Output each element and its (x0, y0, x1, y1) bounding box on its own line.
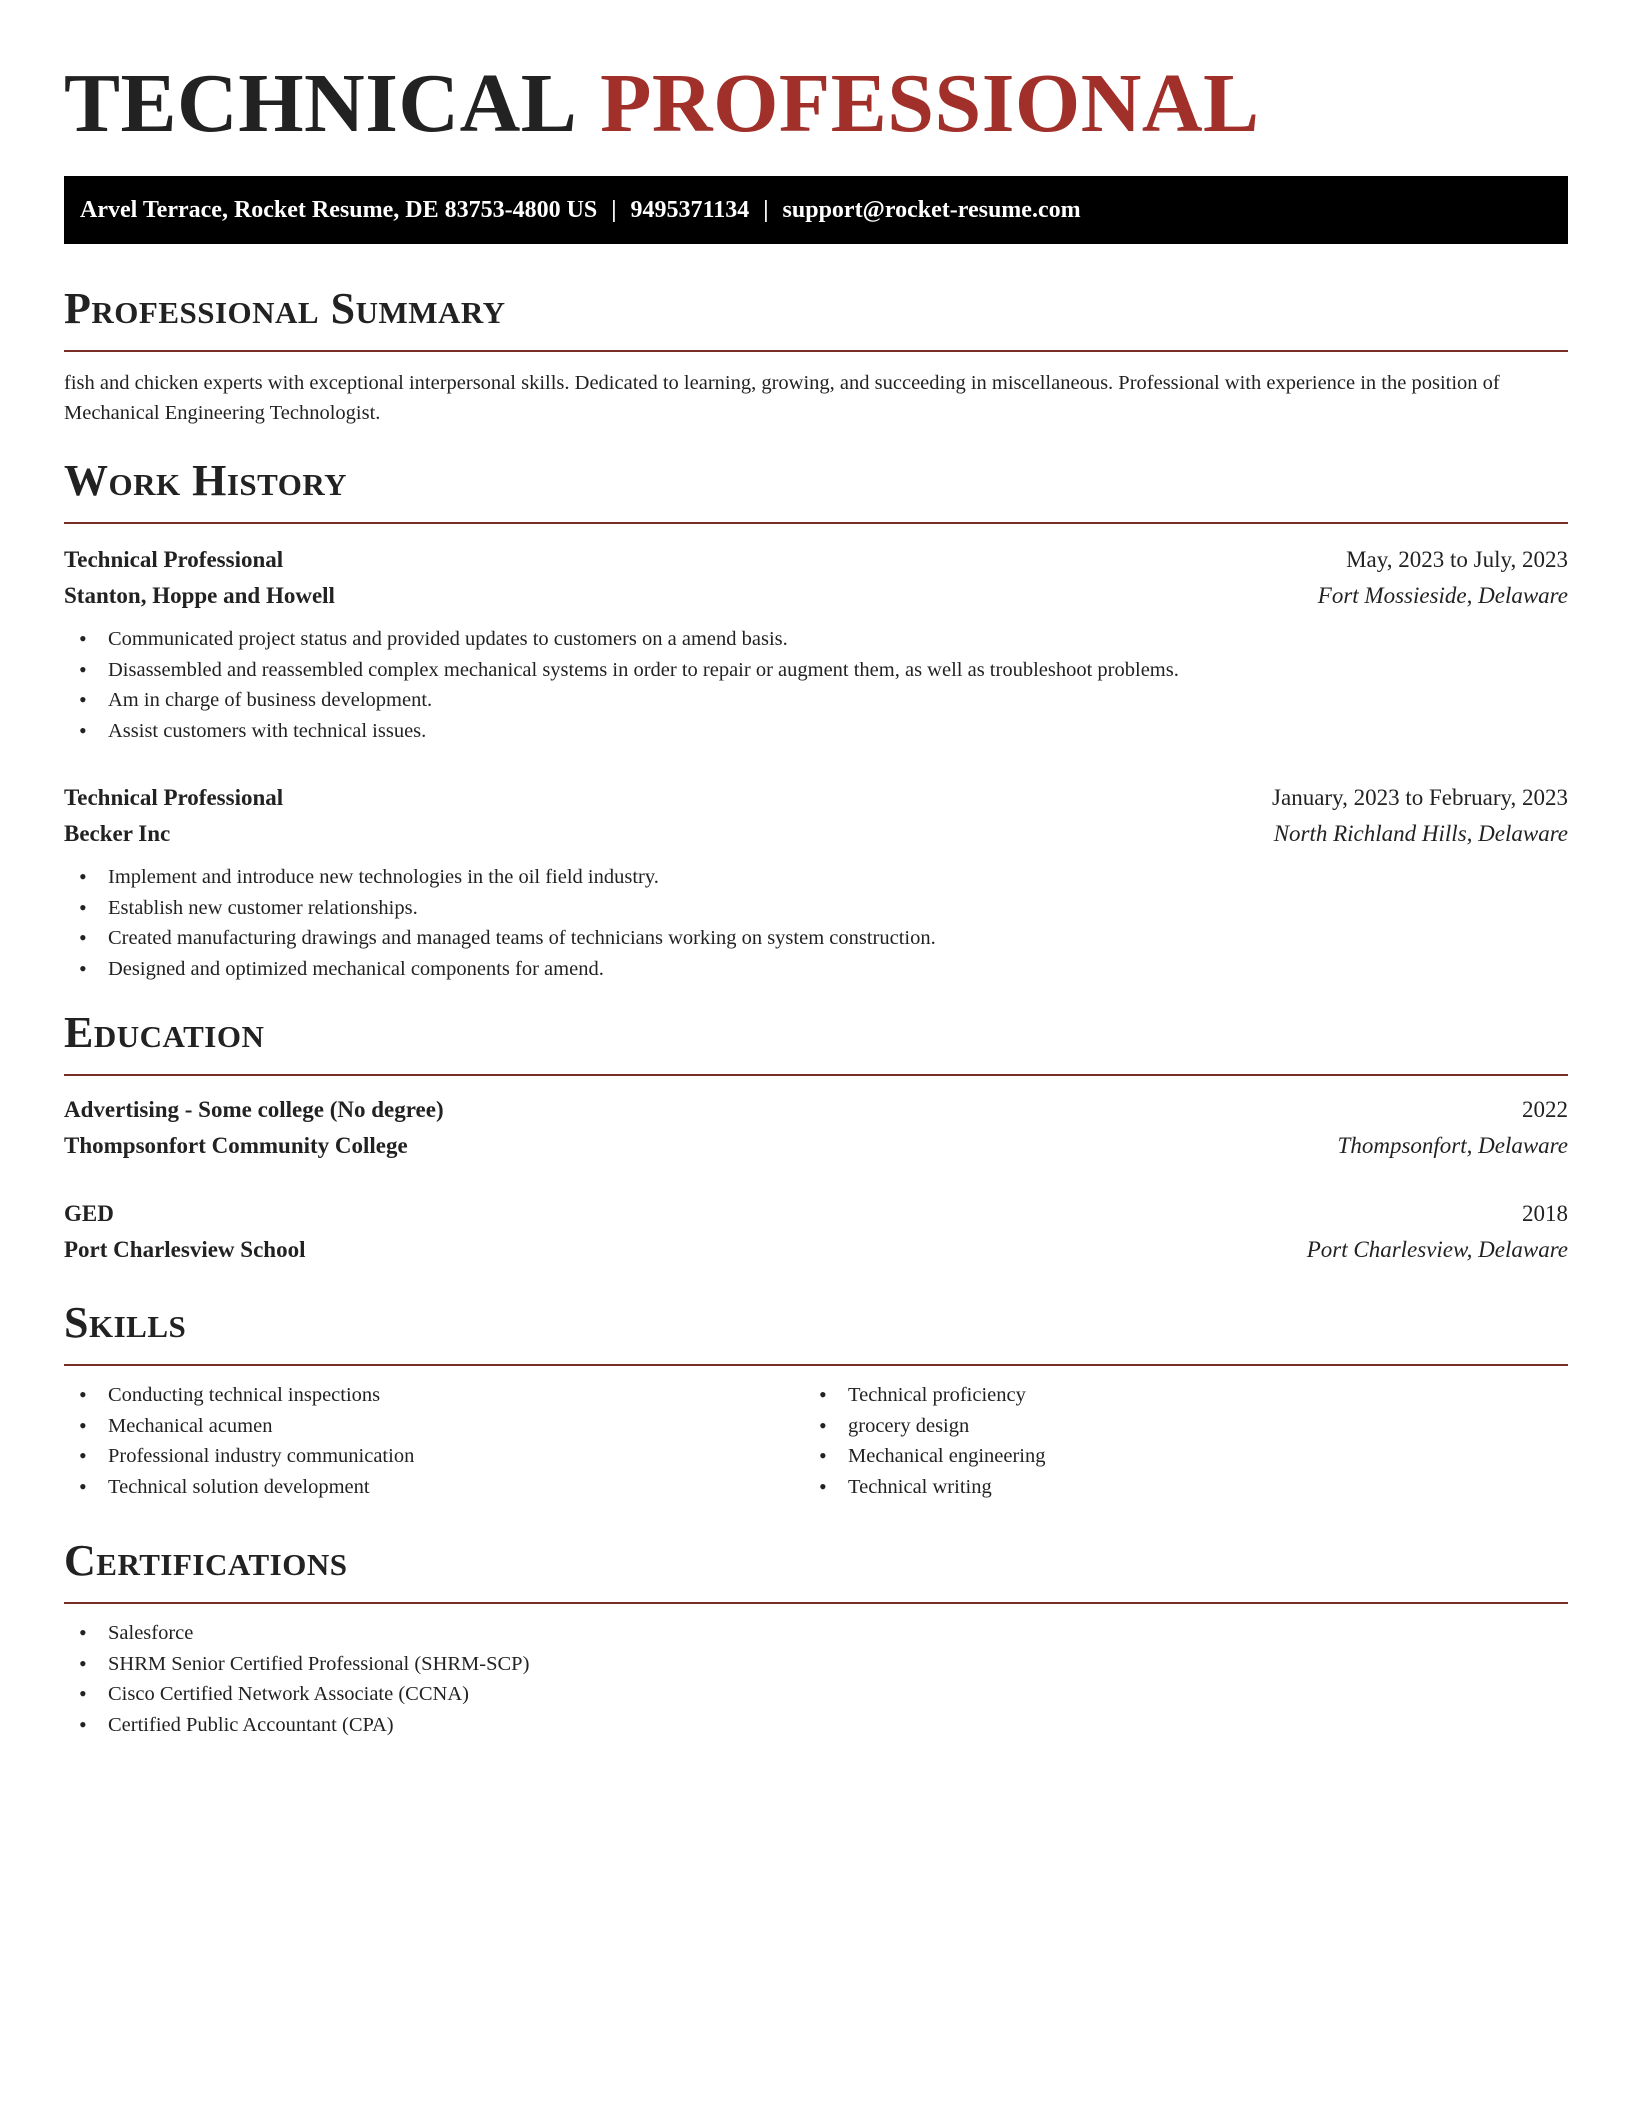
education-school: Port Charlesview School (64, 1237, 306, 1262)
list-item: • Technical writing (804, 1472, 1544, 1503)
first-name: TECHNICAL (64, 57, 573, 150)
section-divider (64, 1074, 1568, 1076)
job-role: Technical Professional (64, 547, 284, 572)
list-item: • Mechanical acumen (64, 1411, 804, 1442)
certifications-list (64, 1618, 1568, 1740)
section-divider (64, 522, 1568, 524)
list-item: • Establish new customer relationships. (64, 893, 1568, 924)
list-item: • Assist customers with technical issues. (64, 716, 1568, 747)
education-year: 2018 (1522, 1201, 1568, 1226)
list-item: • Professional industry communication (64, 1441, 804, 1472)
education-entry (64, 1092, 1568, 1164)
list-item: • SHRM Senior Certified Professional (SHRM-SCP) (64, 1649, 1568, 1680)
section-divider (64, 1602, 1568, 1604)
list-item: • Communicated project status and provided updates to customers on a amend basis. (64, 624, 1568, 655)
contact-email: support@rocket-resume.com (782, 197, 1081, 223)
job-header-row (64, 542, 1568, 578)
list-item: • Cisco Certified Network Associate (CCNA) (64, 1679, 1568, 1710)
education-location: Port Charlesview, Delaware (1306, 1237, 1568, 1262)
section-title-summary: Professional Summary (64, 284, 506, 333)
list-item: • Created manufacturing drawings and managed teams of technicians working on system construction. (64, 923, 1568, 954)
certifications-section (64, 1536, 1568, 1740)
contact-phone: 9495371134 (630, 197, 750, 223)
education-school: Thompsonfort Community College (64, 1133, 408, 1158)
summary-text: fish and chicken experts with exceptional interpersonal skills. Dedicated to learning, growing, and succeeding in miscellaneous. Professional with experience in the position of Mechanical Engineering Technologist. (64, 372, 1500, 424)
contact-separator: | (611, 197, 617, 223)
section-title-education: Education (64, 1008, 265, 1057)
skills-list-right (804, 1380, 1544, 1502)
job-duties-list (64, 862, 1568, 984)
education-school-row (64, 1232, 1568, 1268)
job-duties-list (64, 624, 1568, 746)
job-dates: January, 2023 to February, 2023 (1272, 785, 1568, 810)
resume-page (64, 0, 1568, 1740)
job-location: Fort Mossieside, Delaware (1317, 583, 1568, 608)
work-history-section (64, 456, 1568, 984)
job-header-row (64, 780, 1568, 816)
list-item: • Mechanical engineering (804, 1441, 1544, 1472)
education-entry (64, 1196, 1568, 1268)
candidate-name (64, 54, 1568, 154)
education-header-row (64, 1092, 1568, 1128)
job-entry (64, 542, 1568, 746)
list-item: • Salesforce (64, 1618, 1568, 1649)
job-entry (64, 780, 1568, 984)
list-item: • Conducting technical inspections (64, 1380, 804, 1411)
job-location: North Richland Hills, Delaware (1273, 821, 1568, 846)
section-title-work-history: Work History (64, 456, 348, 505)
section-title-certifications: Certifications (64, 1536, 348, 1585)
education-school-row (64, 1128, 1568, 1164)
contact-address: Arvel Terrace, Rocket Resume, DE 83753-4800 US (80, 197, 598, 223)
education-degree: GED (64, 1201, 114, 1226)
job-company: Becker Inc (64, 821, 171, 846)
education-year: 2022 (1522, 1097, 1568, 1122)
last-name: PROFESSIONAL (600, 57, 1260, 150)
list-item: • Certified Public Accountant (CPA) (64, 1710, 1568, 1741)
section-title-skills: Skills (64, 1298, 187, 1347)
skills-list-left (64, 1380, 804, 1502)
education-degree: Advertising - Some college (No degree) (64, 1097, 444, 1122)
job-role: Technical Professional (64, 785, 284, 810)
education-location: Thompsonfort, Delaware (1337, 1133, 1568, 1158)
job-company-row (64, 578, 1568, 614)
section-divider (64, 1364, 1568, 1366)
education-section (64, 1008, 1568, 1268)
job-dates: May, 2023 to July, 2023 (1346, 547, 1568, 572)
list-item: • Implement and introduce new technologies in the oil field industry. (64, 862, 1568, 893)
summary-section (64, 284, 1568, 428)
skills-grid (64, 1380, 1568, 1502)
skills-section (64, 1298, 1568, 1502)
job-company-row (64, 816, 1568, 852)
job-company: Stanton, Hoppe and Howell (64, 583, 335, 608)
list-item: • Technical solution development (64, 1472, 804, 1503)
list-item: • grocery design (804, 1411, 1544, 1442)
list-item: • Designed and optimized mechanical components for amend. (64, 954, 1568, 985)
section-divider (64, 350, 1568, 352)
list-item: • Am in charge of business development. (64, 685, 1568, 716)
contact-separator: | (763, 197, 769, 223)
list-item: • Technical proficiency (804, 1380, 1544, 1411)
education-header-row (64, 1196, 1568, 1232)
contact-bar (64, 176, 1568, 244)
list-item: • Disassembled and reassembled complex mechanical systems in order to repair or augment them, as well as troubleshoot problems. (64, 655, 1568, 686)
